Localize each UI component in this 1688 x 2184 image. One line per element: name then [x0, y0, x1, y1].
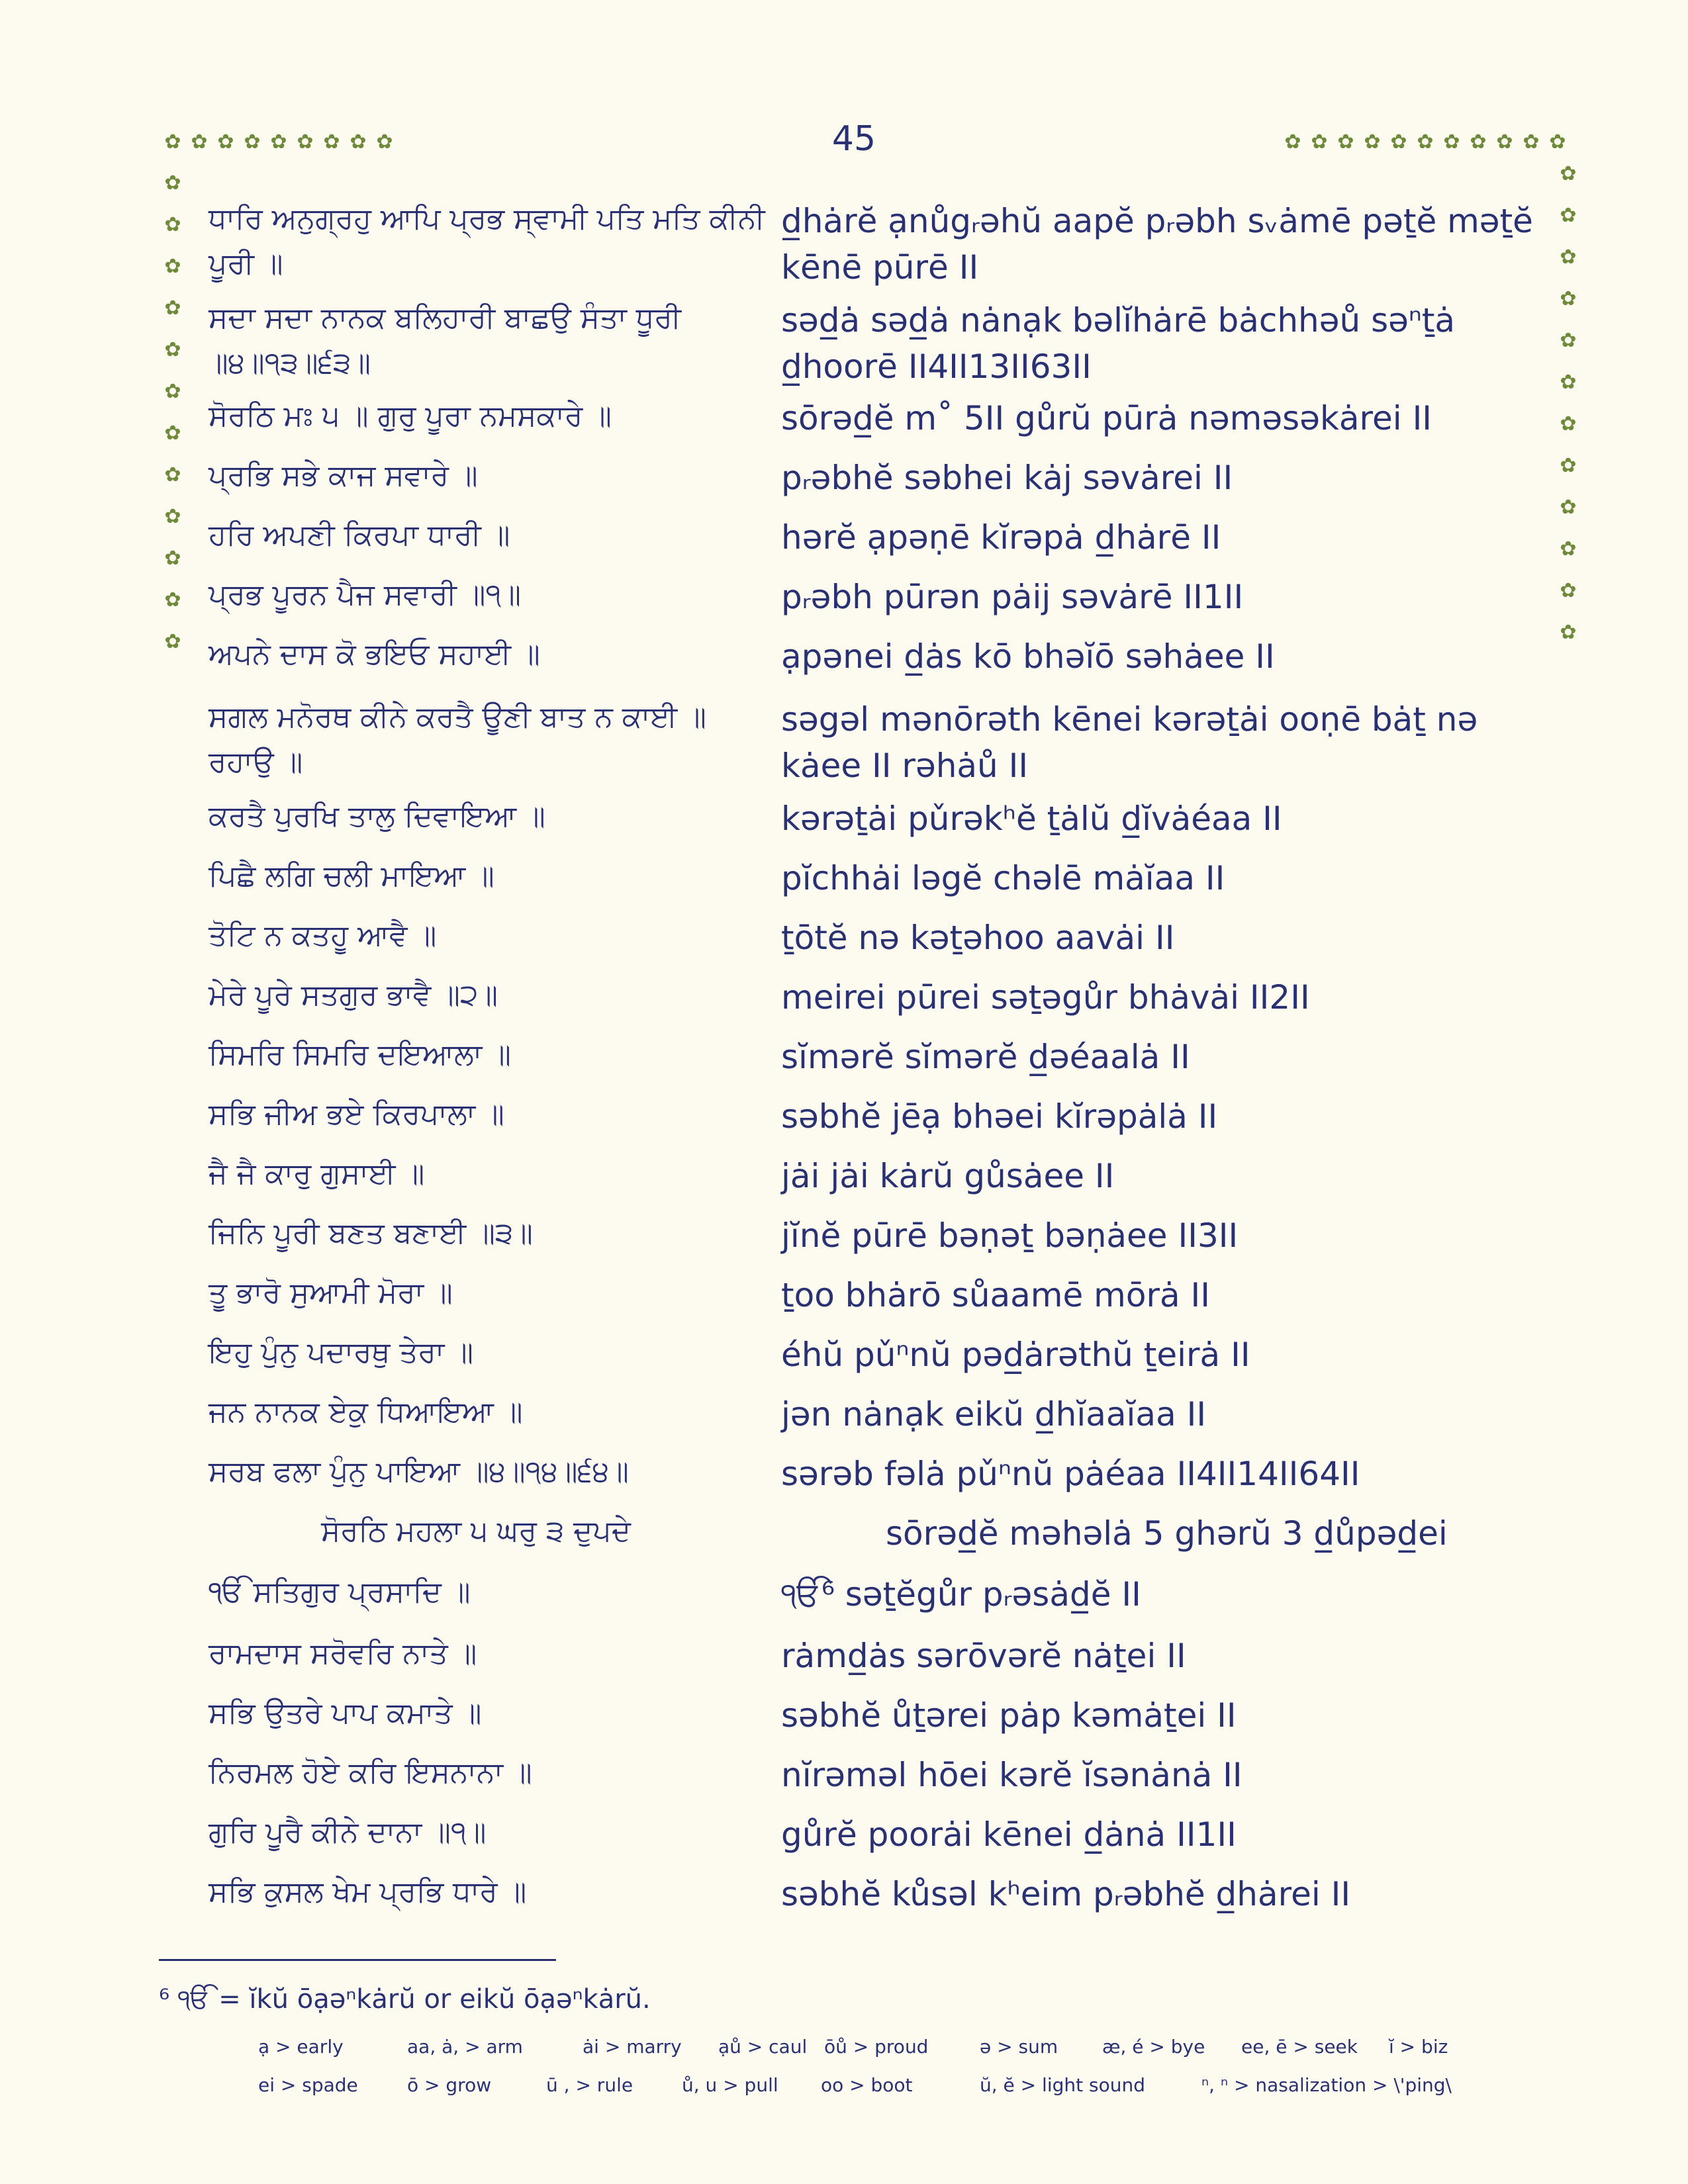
- transliteration-line: səbhĕ kůsəl kʰeim pᵣəbhĕ d̲hȧrei II: [781, 1875, 1351, 1913]
- gurmukhi-line: ਸਿਮਰਿ ਸਿਮਰਿ ਦਇਆਲਾ ॥: [209, 1038, 511, 1071]
- flower-icon: ✿: [1523, 130, 1540, 154]
- flower-icon: ✿: [191, 130, 208, 154]
- key-item: ei > spade: [258, 2074, 358, 2096]
- gurmukhi-line: ਜਨ ਨਾਨਕ ਏਕੁ ਧਿਆਇਆ ॥: [209, 1395, 523, 1429]
- flower-icon: ✿: [164, 130, 181, 154]
- transliteration-line: səbhĕ jēạ bhəei kĭrəpȧlȧ II: [781, 1097, 1218, 1136]
- key-item: ạ > early: [258, 2036, 344, 2058]
- gurmukhi-line: ਜਿਨਿ ਪੂਰੀ ਬਣਤ ਬਣਾਈ ॥੩॥: [209, 1216, 533, 1250]
- flower-icon: ✿: [164, 588, 181, 612]
- transliteration-line: gůrĕ poorȧi kēnei d̲ȧnȧ II1II: [781, 1815, 1237, 1854]
- key-item: ĭ > biz: [1389, 2036, 1448, 2058]
- flower-icon: ✿: [1496, 130, 1513, 154]
- gurmukhi-line: ਮੇਰੇ ਪੂਰੇ ਸਤਗੁਰ ਭਾਵੈ ॥੨॥: [209, 978, 498, 1012]
- gurmukhi-line: ਜੈ ਜੈ ਕਾਰੁ ਗੁਸਾਈ ॥: [209, 1157, 425, 1191]
- transliteration-line: səbhĕ ůṯərei pȧp kəmȧṯei II: [781, 1696, 1237, 1735]
- gurmukhi-line: ਅਪਨੇ ਦਾਸ ਕੋ ਭਇਓ ਸਹਾਈ ॥: [209, 637, 540, 671]
- gurmukhi-line: ਸਭਿ ਜੀਅ ਭਏ ਕਿਰਪਾਲਾ ॥: [209, 1097, 504, 1131]
- flower-icon: ✿: [1337, 130, 1354, 154]
- transliteration-line: kərəṯȧi pǔrəkʰĕ ṯȧlŭ d̲ĭvȧéaa II: [781, 799, 1282, 838]
- section-heading-transliteration: sōrəd̲ĕ məhəlȧ 5 ghərŭ 3 d̲ůpəd̲ei: [886, 1514, 1448, 1553]
- transliteration-line: d̲hȧrĕ ạnůgᵣəhŭ aapĕ pᵣəbh sᵥȧmē pəṯĕ məṯĕ: [781, 202, 1533, 240]
- flower-icon: ✿: [217, 130, 234, 154]
- key-item: æ, é > bye: [1102, 2036, 1205, 2058]
- key-item: aa, ȧ, > arm: [407, 2036, 523, 2058]
- transliteration-line: ṯōtĕ nə kəṯəhoo aavȧi II: [781, 919, 1175, 957]
- flower-icon: ✿: [1560, 371, 1577, 394]
- flower-icon: ✿: [1560, 162, 1577, 185]
- footnote-divider: [159, 1959, 556, 1961]
- gurmukhi-line: ਰਾਮਦਾਸ ਸਰੋਵਰਿ ਨਾਤੇ ॥: [209, 1637, 477, 1670]
- flower-icon: ✿: [1560, 454, 1577, 477]
- flower-icon: ✿: [164, 505, 181, 528]
- transliteration-line: éhŭ pǔⁿnŭ pəd̲ȧrəthŭ ṯeirȧ II: [781, 1336, 1250, 1374]
- flower-icon: ✿: [1560, 412, 1577, 435]
- gurmukhi-line: ਸਭਿ ਕੁਸਲ ਖੇਮ ਪ੍ਰਭਿ ਧਾਰੇ ॥: [209, 1875, 527, 1909]
- flower-icon: ✿: [376, 130, 393, 154]
- gurmukhi-line-continued: ਪੂਰੀ ॥: [209, 247, 283, 281]
- section-heading-gurmukhi: ਸੋਰਠਿ ਮਹਲਾ ੫ ਘਰੁ ੩ ਦੁਪਦੇ: [321, 1514, 631, 1548]
- page-number: 45: [831, 119, 876, 159]
- gurmukhi-line: ਇਹੁ ਪੁੰਨੁ ਪਦਾਰਥੁ ਤੇਰਾ ॥: [209, 1336, 474, 1369]
- flower-icon: ✿: [1390, 130, 1407, 154]
- key-item: ee, ē > seek: [1241, 2036, 1358, 2058]
- gurmukhi-line: ਪਿਛੈ ਲਗਿ ਚਲੀ ਮਾਇਆ ॥: [209, 859, 494, 893]
- flower-icon: ✿: [1470, 130, 1487, 154]
- flower-icon: ✿: [164, 463, 181, 486]
- gurmukhi-line-continued: ॥੪॥੧੩॥੬੩॥: [209, 346, 371, 380]
- flower-icon: ✿: [323, 130, 340, 154]
- transliteration-line: nĭrəməl hōei kərĕ ĭsənȧnȧ II: [781, 1756, 1243, 1794]
- flower-icon: ✿: [1560, 329, 1577, 352]
- key-item: ə > sum: [980, 2036, 1058, 2058]
- flower-icon: ✿: [1560, 537, 1577, 561]
- key-item: ȧi > marry: [583, 2036, 682, 2058]
- flower-icon: ✿: [1311, 130, 1328, 154]
- flower-icon: ✿: [1417, 130, 1434, 154]
- transliteration-line: sōrəd̲ĕ m˚ 5II gůrŭ pūrȧ nəməsəkȧrei II: [781, 399, 1432, 437]
- key-item: ū , > rule: [546, 2074, 633, 2096]
- key-item: ŭ, ĕ > light sound: [980, 2074, 1145, 2096]
- flower-icon: ✿: [1549, 130, 1566, 154]
- flower-icon: ✿: [1443, 130, 1460, 154]
- transliteration-line: səd̲ȧ səd̲ȧ nȧnạk bəlĭhȧrē bȧchhəů səⁿṯȧ: [781, 301, 1456, 340]
- flower-icon: ✿: [164, 422, 181, 445]
- transliteration-line: meirei pūrei səṯəgůr bhȧvȧi II2II: [781, 978, 1310, 1017]
- key-item: ō > grow: [407, 2074, 492, 2096]
- flower-icon: ✿: [164, 213, 181, 236]
- key-item: oo > boot: [821, 2074, 913, 2096]
- gurmukhi-line: ਕਰਤੈ ਪੁਰਖਿ ਤਾਲੁ ਦਿਵਾਇਆ ॥: [209, 799, 545, 833]
- transliteration-line: səgəl mənōrəth kēnei kərəṯȧi ooṇē bȧṯ nə: [781, 700, 1478, 739]
- gurmukhi-line: ਸਭਿ ਉਤਰੇ ਪਾਪ ਕਮਾਤੇ ॥: [209, 1696, 482, 1730]
- flower-icon: ✿: [164, 255, 181, 278]
- gurmukhi-line: ਹਰਿ ਅਪਣੀ ਕਿਰਪਾ ਧਾਰੀ ॥: [209, 518, 510, 552]
- flower-icon: ✿: [350, 130, 367, 154]
- flower-icon: ✿: [297, 130, 314, 154]
- flower-icon: ✿: [1560, 621, 1577, 644]
- flower-icon: ✿: [164, 630, 181, 653]
- flower-icon: ✿: [164, 296, 181, 320]
- transliteration-line: ạpənei d̲ȧs kō bhəĭō səhȧee II: [781, 637, 1275, 676]
- footnote: ⁶ ੴ = ĭkŭ ōạəⁿkȧrŭ or eikŭ ōạəⁿkȧrŭ.: [159, 1984, 651, 2015]
- transliteration-line: rȧmd̲ȧs sərōvərĕ nȧṯei II: [781, 1637, 1186, 1675]
- flower-icon: ✿: [164, 171, 181, 195]
- key-item: ů, u > pull: [682, 2074, 778, 2096]
- key-item: ạů > caul: [718, 2036, 808, 2058]
- transliteration-line: pĭchhȧi ləgĕ chəlē mȧĭaa II: [781, 859, 1225, 897]
- flower-icon: ✿: [1560, 204, 1577, 227]
- transliteration-line-continued: kȧee II rəhȧů II: [781, 747, 1029, 785]
- flower-icon: ✿: [1284, 130, 1301, 154]
- transliteration-line: pᵣəbh pūrən pȧij səvȧrē II1II: [781, 578, 1244, 616]
- gurmukhi-line-continued: ਰਹਾਉ ॥: [209, 745, 303, 779]
- gurmukhi-line: ਤੂ ਭਾਰੋ ਸੁਆਮੀ ਮੋਰਾ ॥: [209, 1276, 453, 1310]
- key-item: ⁿ, ⁿ > nasalization > \'ping\: [1201, 2074, 1452, 2096]
- transliteration-line: hərĕ ạpəṇē kĭrəpȧ d̲hȧrē II: [781, 518, 1221, 557]
- transliteration-line: sĭmərĕ sĭmərĕ d̲əéaalȧ II: [781, 1038, 1190, 1076]
- flower-icon: ✿: [1364, 130, 1381, 154]
- flower-icon: ✿: [164, 380, 181, 403]
- transliteration-line-continued: d̲hoorē II4II13II63II: [781, 347, 1092, 386]
- gurmukhi-line: ਨਿਰਮਲ ਹੋਏ ਕਰਿ ਇਸਨਾਨਾ ॥: [209, 1756, 532, 1790]
- flower-icon: ✿: [244, 130, 261, 154]
- transliteration-line: ੴ⁶ səṯĕgůr pᵣəsȧd̲ĕ II: [781, 1575, 1141, 1614]
- gurmukhi-line: ਧਾਰਿ ਅਨੁਗ੍ਰਹੁ ਆਪਿ ਪ੍ਰਭ ਸ੍ਵਾਮੀ ਪਤਿ ਮਤਿ ਕੀਨੀ: [209, 202, 765, 236]
- transliteration-line: ṯoo bhȧrō sůaamē mōrȧ II: [781, 1276, 1211, 1314]
- flower-icon: ✿: [164, 338, 181, 361]
- flower-icon: ✿: [1560, 246, 1577, 269]
- transliteration-line: jĭnĕ pūrē bəṇəṯ bəṇȧee II3II: [781, 1216, 1239, 1255]
- flower-icon: ✿: [1560, 496, 1577, 519]
- transliteration-line: pᵣəbhĕ səbhei kȧj səvȧrei II: [781, 459, 1233, 497]
- gurmukhi-line: ੴ ਸਤਿਗੁਰ ਪ੍ਰਸਾਦਿ ॥: [209, 1575, 471, 1609]
- gurmukhi-line: ਸੋਰਠਿ ਮਃ ੫ ॥ ਗੁਰੁ ਪੂਰਾ ਨਮਸਕਾਰੇ ॥: [209, 399, 612, 433]
- flower-icon: ✿: [1560, 579, 1577, 602]
- transliteration-line-continued: kēnē pūrē II: [781, 248, 979, 287]
- gurmukhi-line: ਗੁਰਿ ਪੂਰੈ ਕੀਨੇ ਦਾਨਾ ॥੧॥: [209, 1815, 487, 1849]
- gurmukhi-line: ਪ੍ਰਭ ਪੂਰਨ ਪੈਜ ਸਵਾਰੀ ॥੧॥: [209, 578, 522, 612]
- transliteration-line: sərəb fəlȧ pǔⁿnŭ pȧéaa II4II14II64II: [781, 1455, 1360, 1493]
- transliteration-line: jȧi jȧi kȧrŭ gůsȧee II: [781, 1157, 1115, 1195]
- transliteration-line: jən nȧnạk eikŭ d̲hĭaaĭaa II: [781, 1395, 1207, 1433]
- flower-icon: ✿: [164, 547, 181, 570]
- gurmukhi-line: ਸਰਬ ਫਲਾ ਪੁੰਨੁ ਪਾਇਆ ॥੪॥੧੪॥੬੪॥: [209, 1455, 629, 1488]
- flower-icon: ✿: [270, 130, 287, 154]
- key-item: ōů > proud: [824, 2036, 929, 2058]
- gurmukhi-line: ਸਗਲ ਮਨੋਰਥ ਕੀਨੇ ਕਰਤੈ ਊਣੀ ਬਾਤ ਨ ਕਾਈ ॥: [209, 700, 706, 734]
- gurmukhi-line: ਤੋਟਿ ਨ ਕਤਹੂ ਆਵੈ ॥: [209, 919, 437, 952]
- gurmukhi-line: ਸਦਾ ਸਦਾ ਨਾਨਕ ਬਲਿਹਾਰੀ ਬਾਛਉ ਸੰਤਾ ਧੂਰੀ: [209, 301, 682, 335]
- gurmukhi-line: ਪ੍ਰਭਿ ਸਭੇ ਕਾਜ ਸਵਾਰੇ ॥: [209, 459, 478, 492]
- flower-icon: ✿: [1560, 287, 1577, 310]
